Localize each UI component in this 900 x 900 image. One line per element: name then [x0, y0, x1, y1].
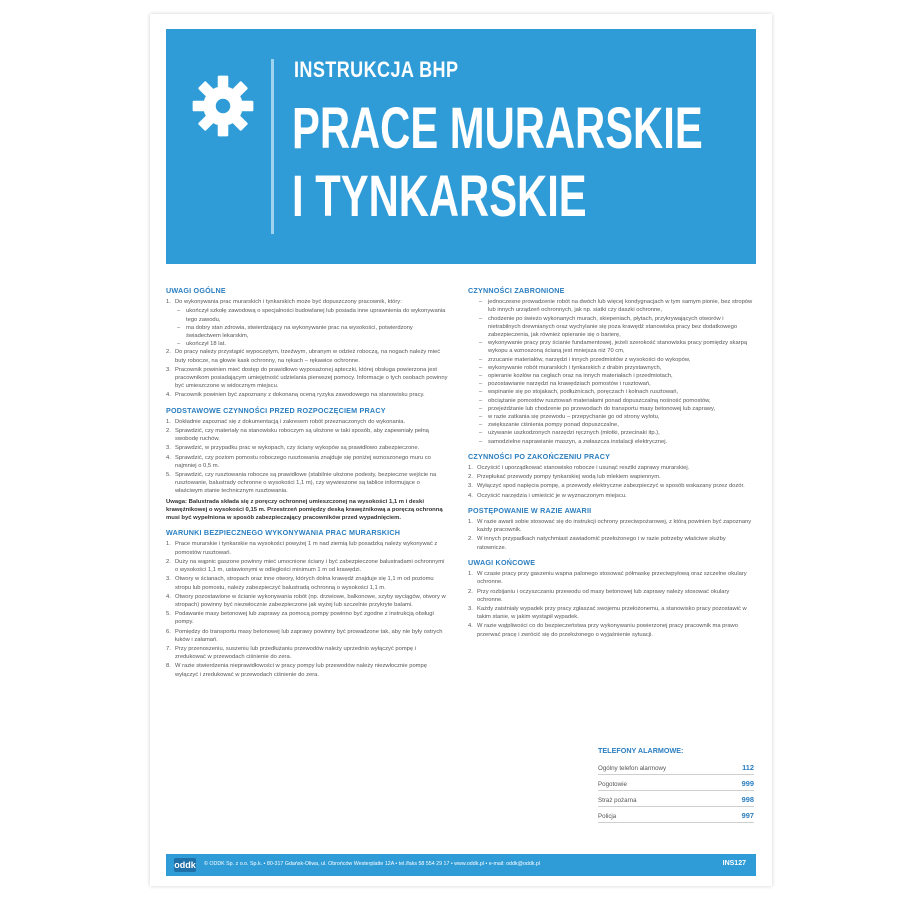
- section: [166, 529, 448, 678]
- list-item-text: W innych przypadkach natychmiast zawiadomić przełożonego i w razie potrzeby właściwe służby ratownicze.: [477, 536, 726, 551]
- list-item-text: Pomiędzy do transportu masy betonowej lub zaprawy powinny być prowadzone tak, aby nie były ostrych łuków i załamań.: [175, 628, 443, 643]
- list-number: 2.: [468, 474, 473, 481]
- left-column: [166, 287, 448, 686]
- list-item: [468, 605, 756, 621]
- list-number: 4.: [166, 593, 171, 600]
- list-item-text: Każdy zaistniały wypadek przy pracy zgłaszać swojemu przełożonemu, a stanowisko pracy pozostawić w takim stanie, w jakim wystąpił wypadek.: [477, 605, 747, 621]
- list-item: [166, 366, 448, 391]
- list-dash: –: [479, 405, 483, 412]
- list-item: [468, 364, 756, 372]
- list-item: [468, 356, 756, 364]
- list-item-text: Prace murarskie i tynkarskie na wysokości powyżej 1 m nad ziemią lub posadzką należy wykonywać z pomostów rusztowań.: [175, 541, 438, 556]
- phone-row: [598, 759, 754, 775]
- list-item: [468, 397, 756, 405]
- list-item-text: W razie awarii sobie stosować się do instrukcji ochrony przeciwpożarowej, z którą powinien być zapoznany każdy pracownik.: [477, 519, 752, 534]
- list-dash: –: [479, 430, 483, 437]
- list-item: [166, 444, 448, 452]
- header-banner: [166, 29, 756, 264]
- list-item: [468, 535, 756, 551]
- page-title: [292, 95, 703, 231]
- list-dash: –: [479, 381, 483, 388]
- list-number: 3.: [166, 445, 171, 452]
- list-item-text: Pracownik powinien mieć dostęp do prawidłowo wyposażonej apteczki, której obsługa powierzona jest pracownikom posiadającym umiejętność udzielania pierwszej pomocy. Informacje o tych osobach powinny być umieszczone w widocznym miejscu.: [175, 366, 448, 390]
- list-item-text: Przy przenoszeniu, suszeniu lub przedłużaniu przewodów należy uprzednio wyłączyć pompę i zredukować w przewodach ciśnienie do zera.: [175, 645, 417, 661]
- list-item: [468, 339, 756, 355]
- list-item: [468, 298, 756, 314]
- list-item-text: W razie stwierdzenia nieprawidłowości w pracy pompy lub przewodów należy niezwłocznie pompę wyłączyć i zredukować w przewodach ciśnienie do zera.: [175, 663, 427, 678]
- list-number: 1.: [468, 519, 473, 526]
- list-number: 1.: [166, 299, 171, 306]
- list-item-text: ukończył szkołę zawodową o specjalności budowlanej lub posiada inne uprawnienia do wykonywania tego zawodu,: [186, 308, 446, 323]
- instruction-sheet: [150, 14, 772, 886]
- list-item-text: ukończył 18 lat.: [186, 341, 226, 348]
- section: [468, 453, 756, 500]
- list-item: [468, 464, 756, 472]
- list-dash: –: [479, 389, 483, 396]
- list-number: 3.: [468, 605, 473, 612]
- list-number: 2.: [468, 536, 473, 543]
- list-item: [166, 575, 448, 591]
- section-heading: CZYNNOŚCI ZABRONIONE: [468, 286, 565, 295]
- list-number: 1.: [166, 418, 171, 425]
- list-number: 4.: [166, 392, 171, 399]
- list-item: [166, 307, 448, 323]
- list-number: 6.: [166, 628, 171, 635]
- section: [468, 559, 756, 639]
- list-item-text: Sprawdzić, czy rusztowania robocze są prawidłowe (stabilnie ułożone podesty, bezpieczne wejście na rusztowanie, balustrady ochronne o wysokości 1,1 m), czy wywieszone są tablice informujące o właściwym stanie technicznym rusztowania.: [175, 472, 437, 495]
- list-item-text: wspinanie się po stojakach, podłużnicach, poręczach i kolnach rusztowań,: [488, 389, 679, 396]
- list-item: [166, 540, 448, 556]
- list-item: [166, 454, 448, 470]
- list-item: [468, 388, 756, 396]
- section-heading: WARUNKI BEZPIECZNEGO WYKONYWANIA PRAC MURARSKICH: [166, 528, 401, 538]
- list-dash: –: [479, 356, 483, 363]
- list-item-text: zrzucanie materiałów, narzędzi i innych przedmiotów z wysokości do wykopów,: [488, 356, 691, 363]
- list-item-text: Sprawdzić, czy materiały na stanowisku roboczym są ułożone w taki sposób, aby zapewniały pełną swobodę ruchów.: [175, 428, 429, 443]
- list-item: [166, 628, 448, 644]
- section: [468, 287, 756, 446]
- list-item-text: Wyłączyć spod napięcia pompę, a przewody elektryczne zabezpieczyć w sposób wskazany przez dozór.: [477, 483, 745, 490]
- list-dash: –: [479, 438, 483, 445]
- phone-number: 997: [741, 811, 754, 820]
- list-item-text: W czasie pracy przy gaszeniu wapna palonego stosować półmaskę przeciwpyłową oraz szczelne okulary ochronne.: [477, 571, 747, 586]
- emergency-phones: [598, 746, 754, 823]
- title-line-2: I TYNKARSKIE: [292, 164, 587, 229]
- list-dash: –: [479, 397, 483, 404]
- list-item-text: Oczyścić narzędzia i umieścić je w wyznaczonym miejscu.: [477, 492, 627, 499]
- list-number: 2.: [166, 349, 171, 356]
- list-item: [468, 438, 756, 446]
- list-number: 2.: [468, 588, 473, 595]
- header-divider: [271, 59, 274, 234]
- footer-bar: [166, 854, 756, 876]
- list-dash: –: [177, 341, 181, 348]
- list-item: [468, 429, 756, 437]
- list-item: [166, 610, 448, 626]
- phone-row: [598, 807, 754, 823]
- list-dash: –: [177, 308, 181, 315]
- list-item: [468, 492, 756, 500]
- list-item: [468, 405, 756, 413]
- list-item-text: Podawanie masy betonowej lub zaprawy za pomocą pompy powinno być zgodne z instrukcją obsługi pompy.: [175, 611, 434, 626]
- gear-icon: [190, 73, 256, 139]
- list-number: 5.: [166, 611, 171, 618]
- list-item: [166, 558, 448, 574]
- section-heading: PODSTAWOWE CZYNNOŚCI PRZED ROZPOCZĘCIEM PRACY: [166, 405, 386, 415]
- phone-label: Pogotowie: [598, 781, 627, 788]
- list-dash: –: [479, 340, 483, 347]
- list-item-text: ma dobry stan zdrowia, stwierdzający na wykonywanie prac na wysokości, potwierdzony świadectwem lekarskim,: [186, 324, 413, 340]
- phones-title: TELEFONY ALARMOWE:: [598, 746, 684, 755]
- list-dash: –: [479, 364, 483, 371]
- header-kicker: INSTRUKCJA BHP: [294, 57, 459, 82]
- section-heading: POSTĘPOWANIE W RAZIE AWARII: [468, 505, 592, 515]
- list-item-text: Oczyścić i uporządkować stanowisko robocze i usunąć resztki zaprawy murarskiej.: [477, 465, 690, 472]
- list-item: [166, 391, 448, 399]
- list-item-text: chodzenie po świeżo wykonanych murach, skiepeniach, płytach, przykrywających otworów i nietrabilnych drewnianych oraz wychylanie się poza krawędź stanowiska pracy bez dodatkowego zabezpieczenia, jak również opieranie się o barierę,: [488, 315, 738, 339]
- list-item-text: Duży na wąpnic gaszone powinny mieć umocnione ściany i być zabezpieczone balustradami ochronnymi o wysokości 1,1 m, ustawionymi w odległości minimum 1 m od krawędzi.: [175, 558, 445, 574]
- list-dash: –: [479, 414, 483, 421]
- list-item: [166, 340, 448, 348]
- section-heading: UWAGI KOŃCOWE: [468, 557, 536, 567]
- list-item-text: Otwory pozostawione w ścianie wykonywania robót (np. drzwiowe, balkonowe, szyby wyciągów, otwory w stropach) powinny być niezwłocznie zabezpieczone jak wyżej lub szczelnie przykryte balami.: [175, 593, 446, 608]
- list-item-text: pozostawianie narzędzi na krawędziach pomostów i rusztowań,: [488, 381, 651, 388]
- list-item: [468, 622, 756, 638]
- list-number: 3.: [468, 483, 473, 490]
- list-item-text: jednoczesne prowadzenie robót na dwóch lub więcej kondygnacjach w tym samym pionie, bez stropów lub innych urządzeń ochronnych, jak np. siatki czy daszki ochronne,: [488, 299, 753, 314]
- list-item: [468, 413, 756, 421]
- list-number: 1.: [468, 465, 473, 472]
- list-item-text: przejeżdżanie lub chodzenie po przewodach do transportu masy betonowej lub zaprawy,: [488, 405, 716, 412]
- phone-number: 998: [741, 795, 754, 804]
- list-item-text: Przy rozbijaniu i oczyszczaniu przewodu od masy betonowej lub zaprawy należy stosować okulary ochronne.: [477, 588, 730, 603]
- section: [166, 407, 448, 523]
- list-item-text: Pracownik powinien być zapoznany z dokonaną oceną ryzyka zawodowego na stanowisku pracy.: [175, 392, 425, 399]
- list-item-text: w razie zatkania się przewodu – przepychanie go od strony wylotu,: [488, 414, 660, 421]
- document-code: INS127: [722, 860, 746, 867]
- list-item: [468, 570, 756, 586]
- list-item-text: używanie uszkodzonych narzędzi ręcznych (młotki, przecinaki itp.),: [488, 430, 660, 437]
- list-item: [468, 473, 756, 481]
- list-item: [166, 645, 448, 661]
- list-item: [468, 482, 756, 490]
- list-item-text: wykonywanie pracy przy ścianie fundamentowej, jeżeli szerokość stanowiska pracy pomiędzy skarpą wykopu a wznoszoną ścianą jest mniejsza niż 70 cm,: [488, 340, 748, 355]
- list-item-text: Sprawdzić, w przypadku prac w wykopach, czy ściany wykopów są prawidłowo zabezpieczone.: [175, 445, 420, 452]
- list-item: [166, 593, 448, 609]
- list-dash: –: [479, 315, 483, 322]
- list-item-text: Sprawdzić, czy poziom pomostu roboczego rusztowania znajduje się poniżej wznoszonego muru co najmniej o 0,5 m.: [175, 454, 431, 469]
- list-item: [166, 348, 448, 364]
- list-item: [468, 372, 756, 380]
- section-heading: CZYNNOŚCI PO ZAKOŃCZENIU PRACY: [468, 451, 611, 461]
- list-number: 4.: [468, 623, 473, 630]
- list-number: 2.: [166, 428, 171, 435]
- list-item: [468, 315, 756, 340]
- list-item-text: zwiększanie ciśnienia pompy ponad dopuszczalne,: [488, 422, 619, 429]
- list-item-text: Do wykonywania prac murarskich i tynkarskich może być dopuszczony pracownik, który:: [175, 299, 402, 306]
- list-item: [468, 518, 756, 534]
- list-item-text: wykonywanie robót murarskich i tynkarskich z drabin przystawnych,: [488, 364, 662, 371]
- phone-number: 112: [742, 763, 754, 772]
- title-line-1: PRACE MURARSKIE: [292, 96, 703, 161]
- list-number: 2.: [166, 558, 171, 565]
- list-number: 3.: [166, 366, 171, 373]
- list-item-text: samodzielne naprawianie maszyn, a zwłaszcza instalacji elektrycznej.: [488, 438, 668, 445]
- phone-label: Straż pożarna: [598, 797, 637, 804]
- section: [468, 507, 756, 552]
- list-number: 7.: [166, 645, 171, 652]
- list-number: 4.: [166, 454, 171, 461]
- list-number: 1.: [166, 541, 171, 548]
- phone-row: [598, 791, 754, 807]
- list-item: [468, 588, 756, 604]
- list-item-text: Otwory w ścianach, stropach oraz inne otwory, których dolna krawędź znajduje się 1,1 m od poziomu stropu lub pomostu, należy zabezpieczyć balustradą ochronną o wysokości 1,1 m.: [175, 576, 434, 591]
- phone-row: [598, 775, 754, 791]
- list-number: 8.: [166, 663, 171, 670]
- list-dash: –: [177, 324, 181, 331]
- list-item-text: obciążanie pomostów rusztowań materiałami ponad dopuszczalną nośność pomostów,: [488, 397, 711, 404]
- list-number: 3.: [166, 576, 171, 583]
- list-item-text: opieranie kozłów na cegłach oraz na innych materiałach i przedmiotach,: [488, 373, 673, 380]
- list-item-text: Do pracy należy przystąpić wypoczętym, trzeźwym, ubranym w odzież roboczą, na nogach należy mieć buty robocze, na głowie kask ochronny, na rękach – rękawice ochronne.: [175, 349, 441, 364]
- list-item-text: Przepłukać przewody pompy tynkarskiej wodą lub mlekiem wapiennym.: [477, 474, 661, 481]
- list-item: [468, 380, 756, 388]
- phone-label: Ogólny telefon alarmowy: [598, 765, 667, 772]
- right-column: [468, 287, 756, 646]
- list-item: [166, 427, 448, 443]
- list-item: [166, 471, 448, 496]
- list-dash: –: [479, 422, 483, 429]
- list-number: 5.: [166, 472, 171, 479]
- phone-label: Policja: [598, 813, 617, 820]
- list-item: [468, 421, 756, 429]
- list-item: [166, 298, 448, 306]
- section-heading: UWAGI OGÓLNE: [166, 286, 226, 295]
- list-item-text: Dokładnie zapoznać się z dokumentacją i zakresem robót przeznaczonych do wykonania.: [175, 418, 406, 425]
- list-item-text: W razie wątpliwości co do bezpieczeństwa przy wykonywaniu powierzonej pracy pracownik ma prawo przerwać pracę i zwrócić się do przełożonego o wyjaśnienie sytuacji.: [477, 623, 738, 638]
- safety-note: Uwaga: Balustrada składa się z poręczy ochronnej umieszczonej na wysokości 1,1 m i deski krawężnikowej o wysokości 0,15 m. Przestrzeń pomiędzy deską krawężnikową a poręczą ochronną musi być wypełniona w sposób zabezpieczający pracowników przed wypadnięciem.: [166, 498, 443, 522]
- oddk-logo: oddk: [174, 860, 196, 870]
- list-item: [166, 418, 448, 426]
- list-dash: –: [479, 299, 483, 306]
- list-item: [166, 662, 448, 678]
- section: [166, 287, 448, 400]
- list-dash: –: [479, 373, 483, 380]
- phone-number: 999: [741, 779, 754, 788]
- list-number: 4.: [468, 492, 473, 499]
- footer-contact: © ODDK Sp. z o.o. Sp.k. • 80-317 Gdańsk-Oliwa, ul. Obrońców Westerplatte 12A • tel./faks 58 554 29 17 • www.oddk.pl • e-mail: oddk@oddk.pl: [204, 861, 541, 867]
- list-number: 1.: [468, 571, 473, 578]
- list-item: [166, 324, 448, 340]
